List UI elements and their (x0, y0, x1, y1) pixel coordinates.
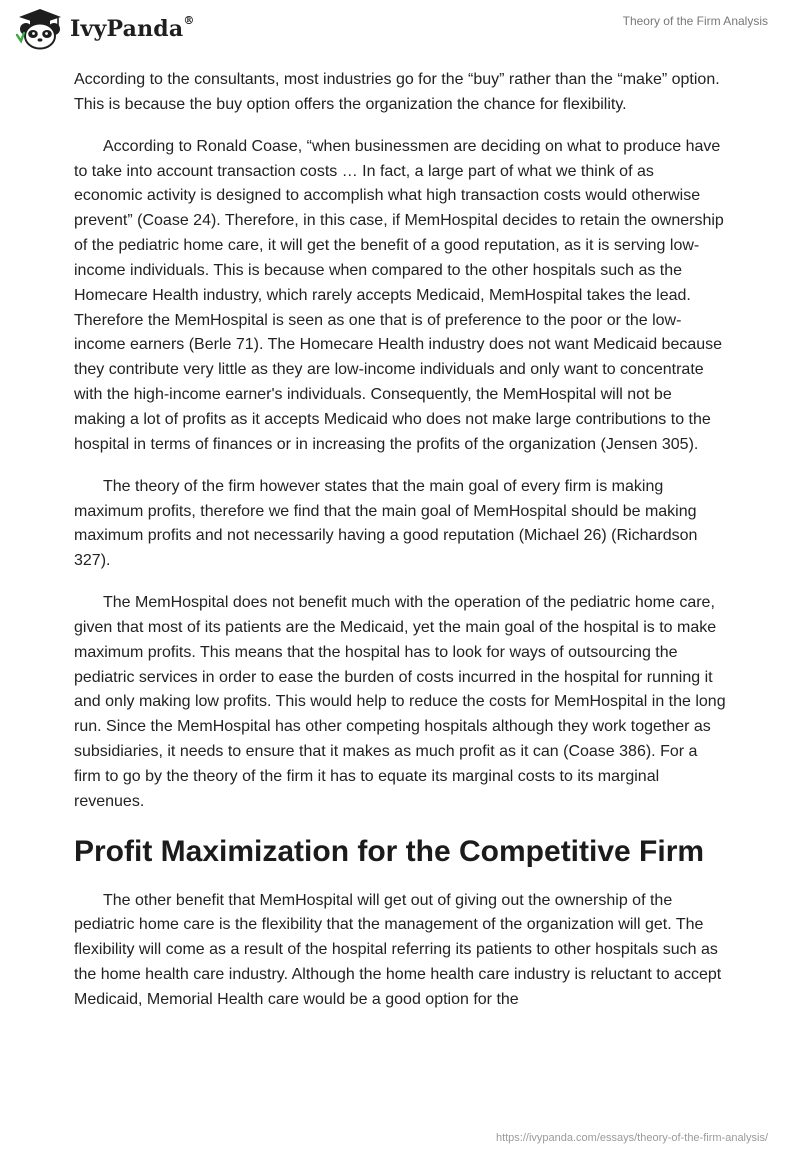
section-heading: Profit Maximization for the Competitive Firm (74, 834, 705, 868)
essay-body (74, 68, 726, 1030)
paragraph: According to Ronald Coase, “when businessmen are deciding on what to produce have to take into account transaction costs … In fact, a large part of what we think of as economic activity is designed to accomplish what high transaction costs would otherwise prevent” (Coase 24). Therefore, in this case, if MemHospital decides to retain the ownership of the pediatric home care, it will get the benefit of a good reputation, as it is serving low-income individuals. This is because when compared to the other hospitals such as the Homecare Health industry, which rarely accepts Medicaid, MemHospital takes the lead. Therefore the MemHospital is seen as one that is of preference to the poor or the low-income earners (Berle 71). The Homecare Health industry does not want Medicaid because they contribute very little as they are low-income individuals and only want to concentrate with the high-income earner's individuals. Consequently, the MemHospital will not be making a lot of profits as it accepts Medicaid who does not make large contributions to the hospital in terms of finances or in increasing the profits of the organization (Jensen 305). (74, 137, 724, 453)
registered-mark: ® (183, 14, 195, 27)
brand-name: IvyPanda® (70, 14, 195, 42)
paragraph: The theory of the firm however states that the main goal of every firm is making maximum profits, therefore we find that the main goal of MemHospital should be making maximum profits and not necessarily having a good reputation (Michael 26) (Richardson 327). (74, 477, 698, 570)
source-url[interactable]: https://ivypanda.com/essays/theory-of-the-firm-analysis/ (495, 1132, 768, 1144)
paragraph: According to the consultants, most industries go for the “buy” rather than the “make” option. This is because the buy option offers the organization the chance for flexibility. (74, 71, 720, 113)
ivypanda-logo[interactable] (14, 7, 195, 51)
panda-graduate-icon (14, 7, 66, 51)
paragraph: The MemHospital does not benefit much with the operation of the pediatric home care, given that most of its patients are the Medicaid, yet the main goal of the hospital is to make maximum profits. This means that the hospital has to look for ways of outsourcing the pediatric services in order to ease the burden of costs incurred in the hospital for running it and only making low profits. This would help to reduce the costs for MemHospital in the long run. Since the MemHospital has other competing hospitals although they work together as subsidiaries, it needs to ensure that it makes as much profit as it can (Coase 386). For a firm to go by the theory of the firm it has to equate its marginal costs to its marginal revenues. (74, 594, 726, 810)
page-header (0, 0, 800, 70)
paragraph: The other benefit that MemHospital will get out of giving out the ownership of the pediatric home care is the flexibility that the management of the organization will get. The flexibility will come as a result of the hospital referring its patients to other hospitals such as the home health care industry. Although the home health care industry is reluctant to accept Medicaid, Memorial Health care would be a good option for the (74, 891, 722, 1008)
document-title: Theory of the Firm Analysis (622, 14, 768, 28)
